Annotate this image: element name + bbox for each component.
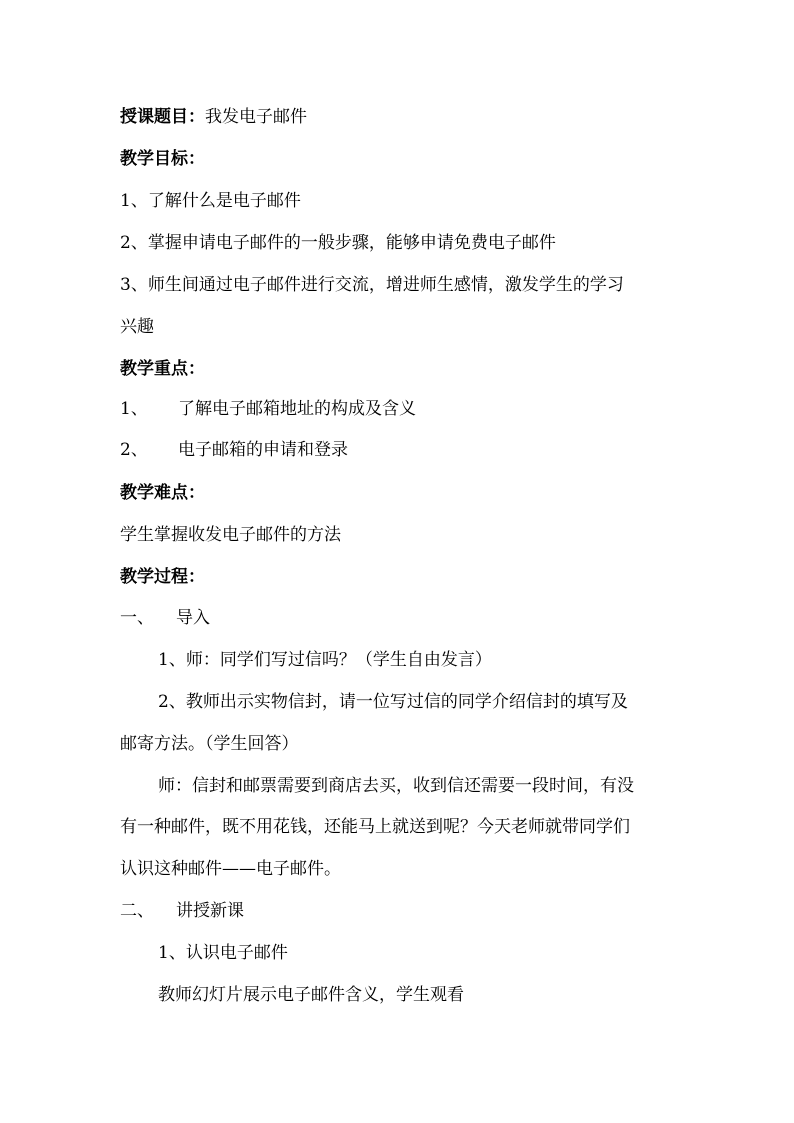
objective-number: 1、 <box>120 191 148 211</box>
key-points-heading: 教学重点： <box>120 359 205 379</box>
difficulties-heading: 教学难点： <box>120 483 205 503</box>
objective-number: 3、 <box>120 275 148 295</box>
objective-text: 了解什么是电子邮件 <box>147 191 301 211</box>
key-point-item-2 <box>120 438 348 462</box>
section-2-heading <box>120 899 244 923</box>
section-title: 导入 <box>176 608 210 628</box>
section-1-heading <box>120 606 210 630</box>
objective-item-3-continued: 兴趣 <box>120 317 154 337</box>
objective-number: 2、 <box>120 233 148 253</box>
lesson-title-label: 授课题目： <box>120 107 205 127</box>
objectives-heading: 教学目标： <box>120 149 205 169</box>
key-point-text: 电子邮箱的申请和登录 <box>178 440 348 460</box>
teacher-speech-line-1: 师：信封和邮票需要到商店去买，收到信还需要一段时间，有没 <box>158 776 634 796</box>
objective-item-2 <box>120 231 556 255</box>
section-1-item-1: 1、师：同学们写过信吗？（学生自由发言） <box>158 650 492 670</box>
objective-item-3 <box>120 273 624 297</box>
lesson-title-value: 我发电子邮件 <box>205 107 307 127</box>
key-point-number: 1、 <box>120 399 148 419</box>
difficulties-text: 学生掌握收发电子邮件的方法 <box>120 525 341 545</box>
teacher-speech-line-2: 有一种邮件，既不用花钱，还能马上就送到呢？今天老师就带同学们 <box>120 817 630 837</box>
key-point-text: 了解电子邮箱地址的构成及含义 <box>178 399 416 419</box>
process-heading: 教学过程： <box>120 567 205 587</box>
section-number: 二、 <box>120 901 154 921</box>
objective-text: 师生间通过电子邮件进行交流，增进师生感情，激发学生的学习 <box>147 275 624 295</box>
objective-text: 掌握申请电子邮件的一般步骤，能够申请免费电子邮件 <box>147 233 556 253</box>
teacher-speech-line-3: 认识这种邮件——电子邮件。 <box>120 859 341 879</box>
section-title: 讲授新课 <box>176 901 244 921</box>
section-1-item-2-line-2: 邮寄方法。（学生回答） <box>120 734 299 754</box>
key-point-number: 2、 <box>120 440 148 460</box>
section-number: 一、 <box>120 608 154 628</box>
objective-item-1 <box>120 189 301 213</box>
section-2-item-1-desc: 教师幻灯片展示电子邮件含义，学生观看 <box>158 985 464 1005</box>
key-point-item-1 <box>120 397 416 421</box>
section-1-item-2-line-1: 2、教师出示实物信封，请一位写过信的同学介绍信封的填写及 <box>158 692 628 712</box>
lesson-title-line <box>120 105 307 129</box>
section-2-item-1: 1、认识电子邮件 <box>158 943 288 963</box>
